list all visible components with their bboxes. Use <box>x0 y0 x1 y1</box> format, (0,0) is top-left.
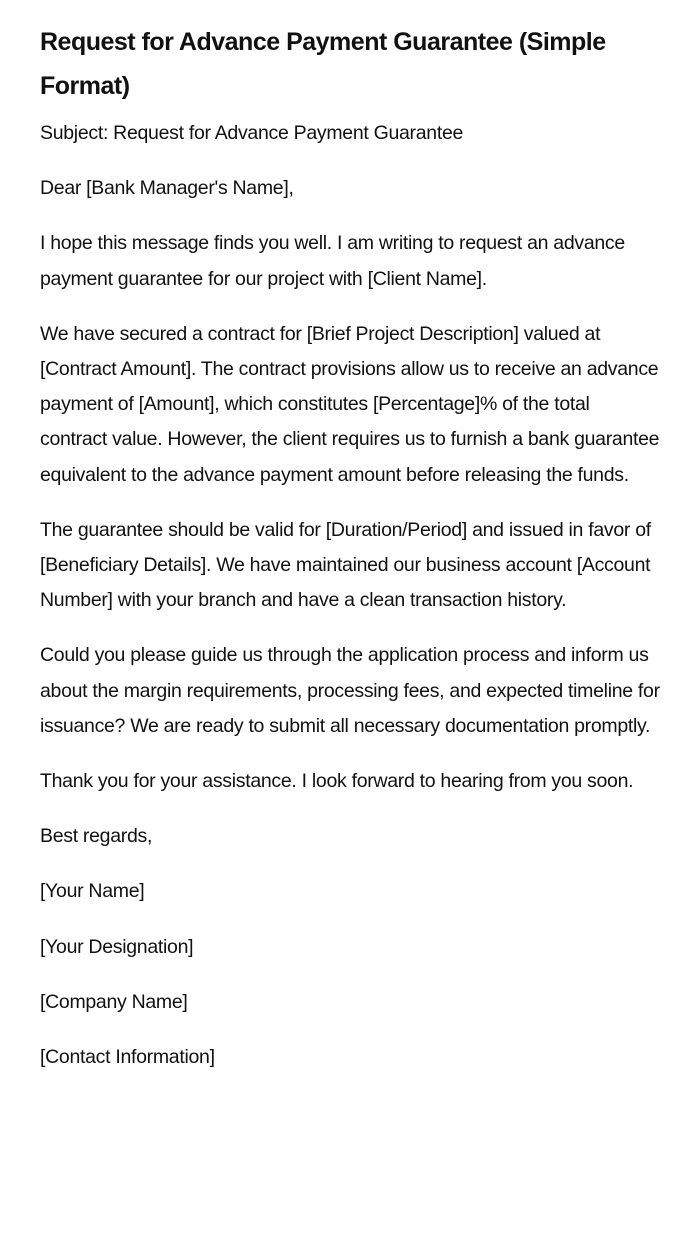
closing: Best regards, <box>40 825 153 848</box>
body-paragraph-intro: I hope this message finds you well. I am writing to request an advance payment guarantee for our project with [Client Name]. <box>40 232 625 290</box>
signature-name: [Your Name] <box>40 880 145 903</box>
signature-designation: [Your Designation] <box>40 935 194 958</box>
body-paragraph-request: Could you please guide us through the application process and inform us about the margin requirements, processing fees, and expected timeline for issuance? We are ready to submit all necessary documentation promptly. <box>40 644 660 737</box>
signature-company: [Company Name] <box>40 990 188 1013</box>
body-paragraph-thanks: Thank you for your assistance. I look forward to hearing from you soon. <box>40 770 634 793</box>
body-paragraph-contract: We have secured a contract for [Brief Project Description] valued at [Contract Amount]. The contract provisions allow us to receive an advance payment of [Amount], which constitutes [Percentage]% of the total contract value. However, the client requires us to furnish a bank guarantee equivalent to the advance payment amount before releasing the funds. <box>40 322 660 486</box>
document-title: Request for Advance Payment Guarantee (Simple Format) <box>40 28 606 100</box>
signature-contact: [Contact Information] <box>40 1046 215 1069</box>
salutation: Dear [Bank Manager's Name], <box>40 177 294 200</box>
body-paragraph-guarantee: The guarantee should be valid for [Duration/Period] and issued in favor of [Beneficiary Details]. We have maintained our business account [Account Number] with your branch and have a clean transaction history. <box>40 518 651 612</box>
subject-line: Subject: Request for Advance Payment Guarantee <box>40 122 464 144</box>
